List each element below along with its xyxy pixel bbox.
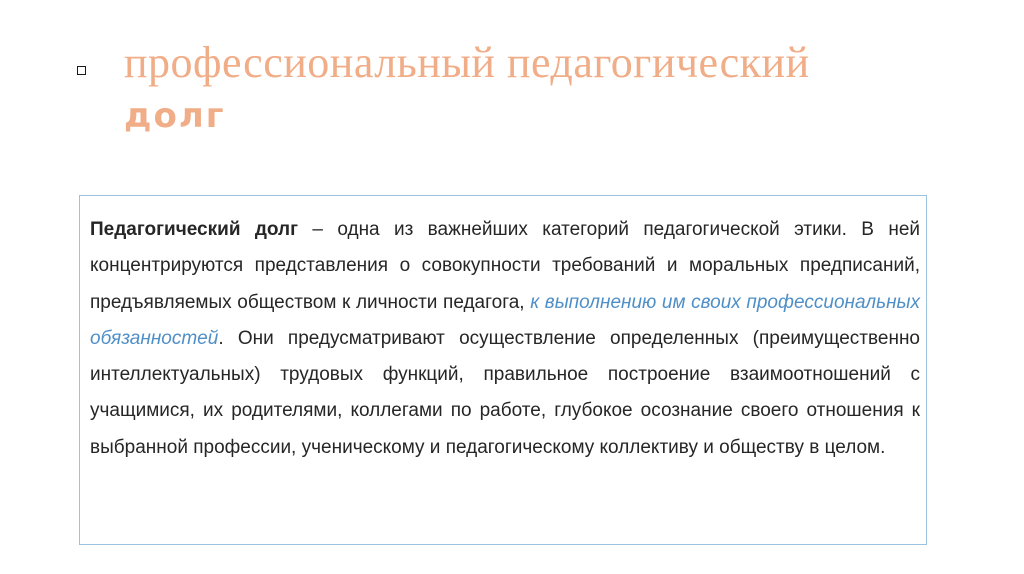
definition-text-part-2: . Они предусматривают осуществление определенных (преимущественно интеллектуальных) трудовых функций, правильное построение взаимоотношений с учащимися, их родителями, коллегами по работе, глубокое осознание своего отношения к выбранной профессии, ученическому и педагогическому коллективу и обществу в целом. bbox=[90, 327, 920, 458]
definition-text-part-1: – одна из важнейших категорий педагогической этики. В ней концентрируются представления о совокупности требований и моральных предписаний, предъявляемых обществом к личности педагога, bbox=[90, 219, 920, 313]
definition-highlight: к выполнению им своих профессиональных обязанностей bbox=[90, 291, 921, 349]
slide-title bbox=[124, 38, 984, 144]
slide-title-line-2: долг bbox=[124, 96, 226, 136]
square-bullet-icon bbox=[77, 66, 86, 75]
definition-paragraph bbox=[90, 212, 920, 466]
definition-box bbox=[79, 195, 927, 545]
slide-title-line-1: профессиональный педагогический bbox=[124, 38, 810, 87]
definition-term: Педагогический долг bbox=[90, 219, 299, 240]
